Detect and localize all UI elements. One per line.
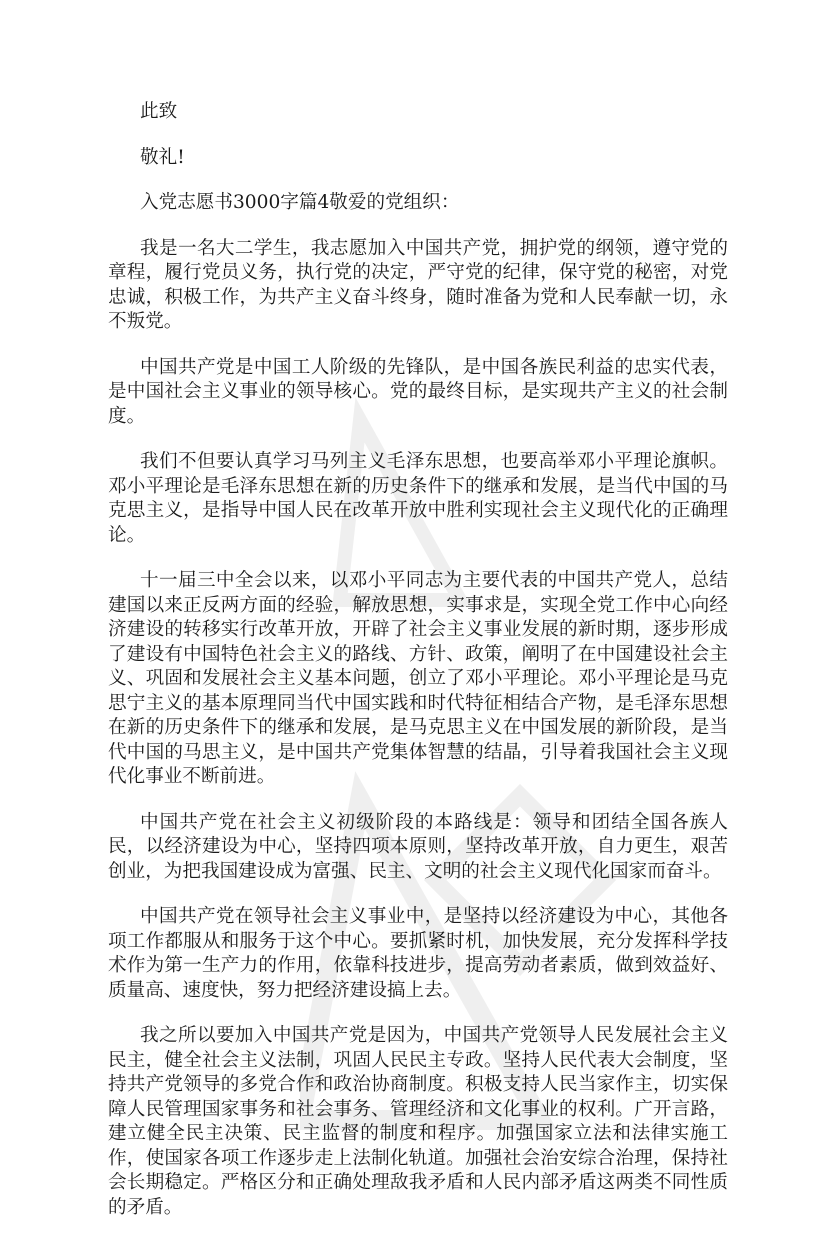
paragraph: 中国共产党在社会主义初级阶段的本路线是：领导和团结全国各族人民，以经济建设为中心，坚持四项本原则，坚持改革开放，自力更生，艰苦创业，为把我国建设成为富强、民主、文明的社会主义现代化国家而奋斗。 <box>108 811 728 882</box>
section-heading: 入党志愿书3000字篇4敬爱的党组织： <box>140 192 460 213</box>
paragraph: 中国共产党是中国工人阶级的先锋队，是中国各族民利益的忠实代表，是中国社会主义事业的领导核心。党的最终目标，是实现共产主义的社会制度。 <box>108 356 728 427</box>
document-body <box>108 100 728 1241</box>
closing-line: 此致 <box>140 101 178 122</box>
paragraph: 十一届三中全会以来，以邓小平同志为主要代表的中国共产党人，总结建国以来正反两方面的经验，解放思想，实事求是，实现全党工作中心向经济建设的转移实行改革开放，开辟了社会主义事业发展的新时期，逐步形成了建设有中国特色社会主义的路线、方针、政策，阐明了在中国建设社会主义、巩固和发展社会主义基本问题，创立了邓小平理论。邓小平理论是马克思宁主义的基本原理同当代中国实践和时代特征相结合产物，是毛泽东思想在新的历史条件下的继承和发展，是马克思主义在中国发展的新阶段，是当代中国的马思主义，是中国共产党集体智慧的结晶，引导着我国社会主义现代化事业不断前进。 <box>108 570 728 787</box>
paragraph: 我们不但要认真学习马列主义毛泽东思想，也要高举邓小平理论旗帜。邓小平理论是毛泽东思想在新的历史条件下的继承和发展，是当代中国的马克思主义，是指导中国人民在改革开放中胜利实现社会主义现代化的正确理论。 <box>108 451 728 546</box>
paragraph: 中国共产党在领导社会主义事业中，是坚持以经济建设为中心，其他各项工作都服从和服务于这个中心。要抓紧时机，加快发展，充分发挥科学技术作为第一生产力的作用，依靠科技进步，提高劳动者素质，做到效益好、质量高、速度快，努力把经济建设搞上去。 <box>108 906 728 1001</box>
paragraph: 我是一名大二学生，我志愿加入中国共产党，拥护党的纲领，遵守党的章程，履行党员义务，执行党的决定，严守党的纪律，保守党的秘密，对党忠诚，积极工作，为共产主义奋斗终身，随时准备为党和人民奉献一切，永不叛党。 <box>108 237 728 332</box>
salutation-line: 敬礼! <box>140 146 185 168</box>
paragraph: 我之所以要加入中国共产党是因为，中国共产党领导人民发展社会主义民主，健全社会主义法制，巩固人民民主专政。坚持人民代表大会制度，坚持共产党领导的多党合作和政治协商制度。积极支持人民当家作主，切实保障人民管理国家事务和社会事务、管理经济和文化事业的权利。广开言路，建立健全民主决策、民主监督的制度和程序。加强国家立法和法律实施工作，使国家各项工作逐步走上法制化轨道。加强社会治安综合治理，保持社会长期稳定。严格区分和正确处理敌我矛盾和人民内部矛盾这两类不同性质的矛盾。 <box>108 1025 728 1218</box>
